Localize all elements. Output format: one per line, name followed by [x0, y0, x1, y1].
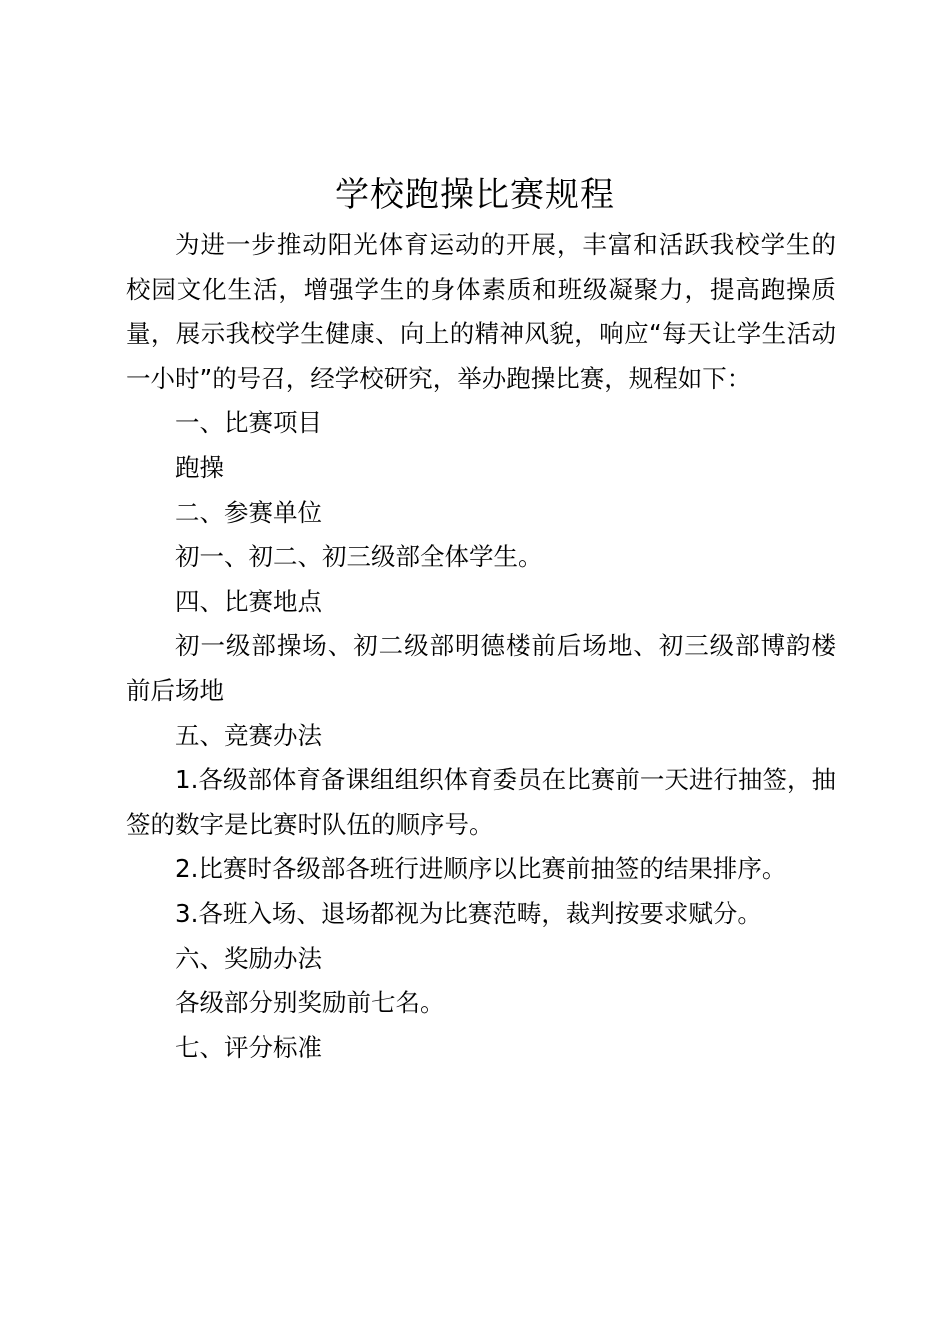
- rule-item-2: 2.比赛时各级部各班行进顺序以比赛前抽签的结果排序。: [175, 854, 787, 884]
- section-text-participants: 初一、初二、初三级部全体学生。: [175, 542, 543, 572]
- document-body: [126, 223, 836, 1070]
- section-heading-rules: 五、竞赛办法: [175, 720, 322, 750]
- section-heading-participants: 二、参赛单位: [175, 497, 322, 527]
- intro-paragraph: 为进一步推动阳光体育运动的开展，丰富和活跃我校学生的校园文化生活，增强学生的身体素质和班级凝聚力，提高跑操质量，展示我校学生健康、向上的精神风貌，响应“每天让学生活动一小时”的号召，经学校研究，举办跑操比赛，规程如下：: [126, 230, 836, 393]
- section-text-venue: 初一级部操场、初二级部明德楼前后场地、初三级部博韵楼前后场地: [126, 631, 836, 705]
- section-text-event: 跑操: [175, 452, 224, 482]
- rule-item-1: 1.各级部体育备课组组织体育委员在比赛前一天进行抽签，抽签的数字是比赛时队伍的顺序号。: [126, 765, 836, 839]
- section-heading-awards: 六、奖励办法: [175, 943, 322, 973]
- section-heading-scoring: 七、评分标准: [175, 1032, 322, 1062]
- document-title: 学校跑操比赛规程: [335, 175, 615, 215]
- section-heading-event: 一、比赛项目: [175, 408, 322, 438]
- rule-item-3: 3.各班入场、退场都视为比赛范畴，裁判按要求赋分。: [175, 898, 762, 928]
- section-heading-venue: 四、比赛地点: [175, 586, 322, 616]
- section-text-awards: 各级部分别奖励前七名。: [175, 988, 445, 1018]
